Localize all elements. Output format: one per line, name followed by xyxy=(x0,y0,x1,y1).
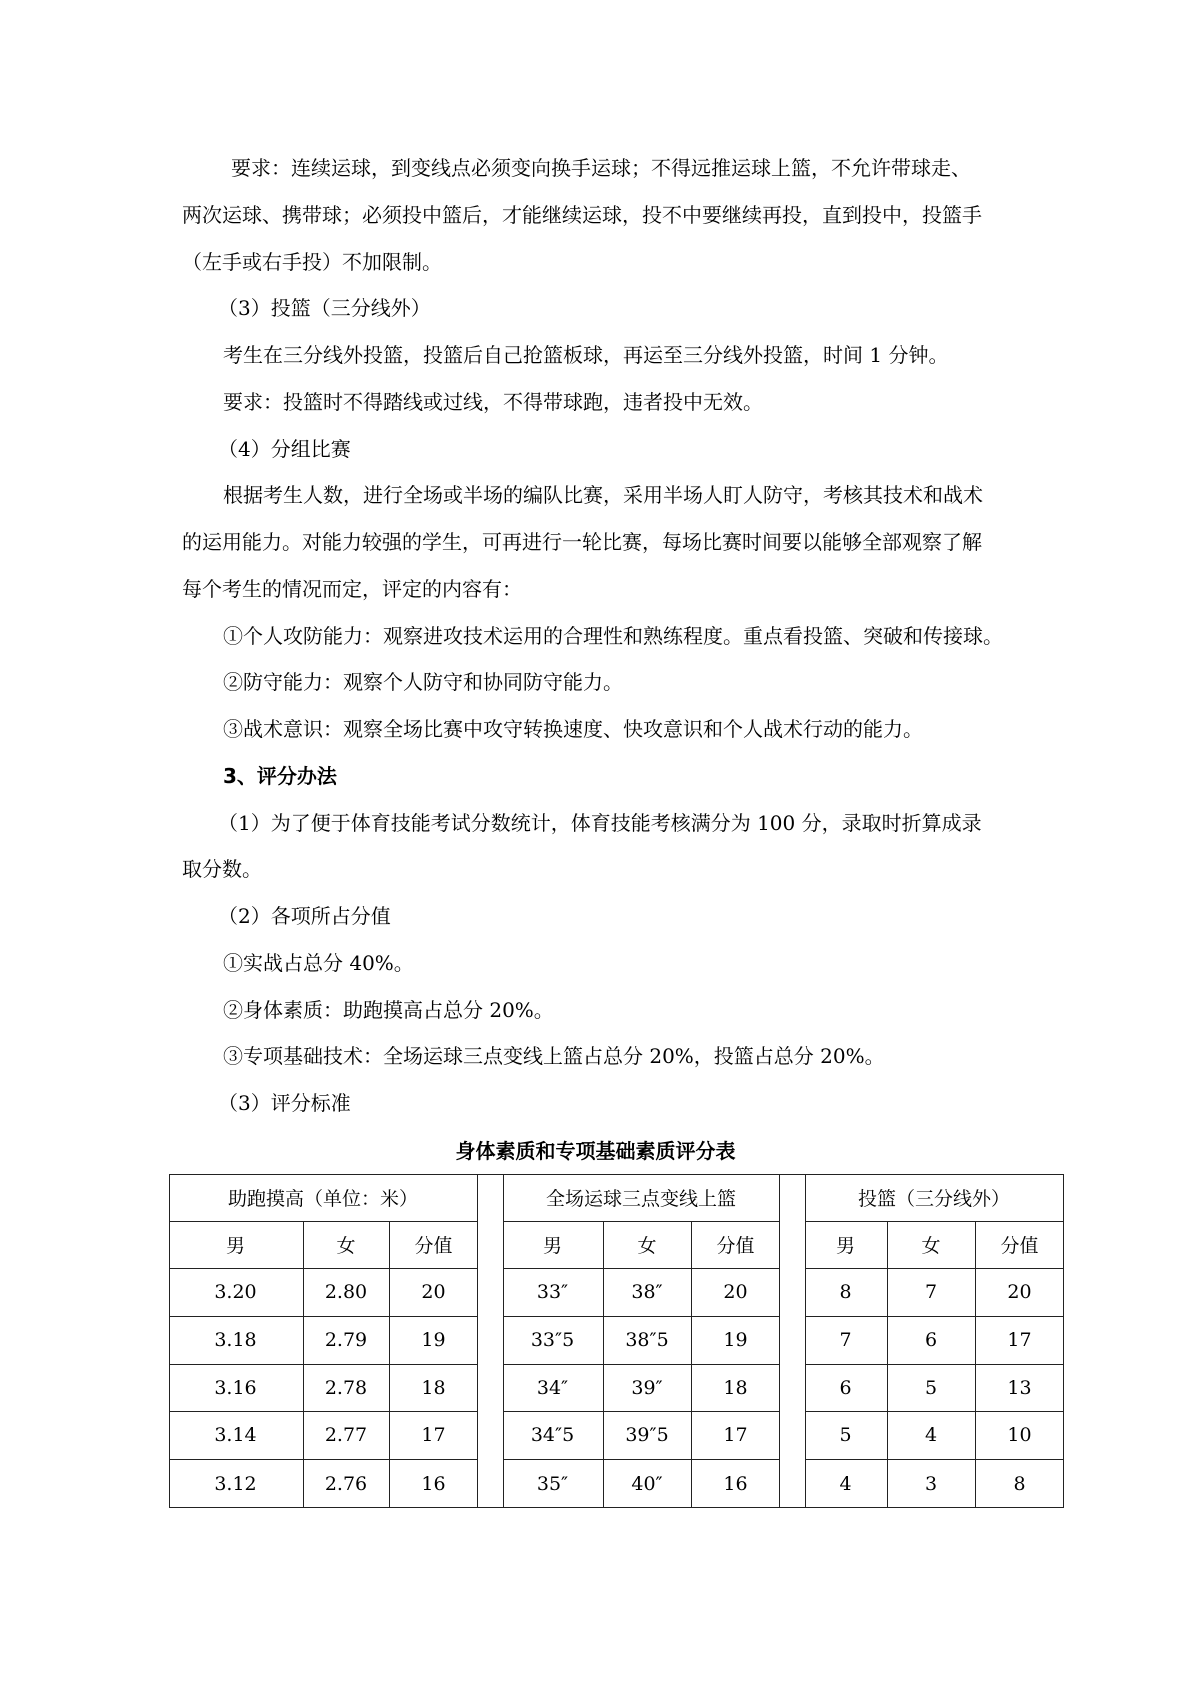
paragraph-line: 根据考生人数，进行全场或半场的编队比赛，采用半场人盯人防守，考核其技术和战术 xyxy=(223,483,983,508)
table-column-header: 女 xyxy=(604,1222,692,1269)
table-cell: 39″ xyxy=(604,1365,692,1412)
paragraph-line: （3）投篮（三分线外） xyxy=(218,296,431,321)
table-cell: 34″ xyxy=(503,1365,604,1412)
paragraph-line: ③专项基础技术：全场运球三点变线上篮占总分 20%，投篮占总分 20%。 xyxy=(223,1044,885,1069)
table-cell: 3.12 xyxy=(169,1460,304,1508)
table-cell: 38″5 xyxy=(604,1317,692,1365)
table-cell: 6 xyxy=(805,1365,888,1412)
table-cell: 34″5 xyxy=(503,1412,604,1460)
table-column-header: 分值 xyxy=(390,1222,478,1269)
paragraph-line: （1）为了便于体育技能考试分数统计，体育技能考核满分为 100 分，录取时折算成录 xyxy=(218,810,982,835)
table-cell: 3.20 xyxy=(169,1269,304,1317)
paragraph-line: （左手或右手投）不加限制。 xyxy=(182,249,442,274)
table-column-header: 男 xyxy=(503,1222,604,1269)
table-group xyxy=(169,1174,478,1508)
table-cell: 3 xyxy=(888,1460,976,1508)
table-cell: 2.79 xyxy=(304,1317,390,1365)
paragraph-line: ②防守能力：观察个人防守和协同防守能力。 xyxy=(223,670,623,695)
table-cell: 3.14 xyxy=(169,1412,304,1460)
paragraph-line: （4）分组比赛 xyxy=(218,436,351,461)
table-cell: 4 xyxy=(805,1460,888,1508)
table-cell: 20 xyxy=(976,1269,1064,1317)
table-column-header: 男 xyxy=(805,1222,888,1269)
table-cell: 17 xyxy=(976,1317,1064,1365)
table-cell: 18 xyxy=(692,1365,780,1412)
paragraph-line: ①实战占总分 40%。 xyxy=(223,950,414,975)
paragraph-line: ③战术意识：观察全场比赛中攻守转换速度、快攻意识和个人战术行动的能力。 xyxy=(223,717,923,741)
table-cell: 39″5 xyxy=(604,1412,692,1460)
table-cell: 6 xyxy=(888,1317,976,1365)
table-column-header: 分值 xyxy=(976,1222,1064,1269)
table-cell: 4 xyxy=(888,1412,976,1460)
table-cell: 20 xyxy=(692,1269,780,1317)
table-cell: 18 xyxy=(390,1365,478,1412)
table-group xyxy=(805,1174,1064,1508)
paragraph-line: 取分数。 xyxy=(182,857,262,882)
table-group-header: 助跑摸高（单位：米） xyxy=(169,1174,478,1222)
table-cell: 17 xyxy=(692,1412,780,1460)
table-column-header: 女 xyxy=(304,1222,390,1269)
table-cell: 2.77 xyxy=(304,1412,390,1460)
paragraph-line: ②身体素质：助跑摸高占总分 20%。 xyxy=(223,997,554,1022)
table-cell: 2.76 xyxy=(304,1460,390,1508)
paragraph-line: 要求：投篮时不得踏线或过线，不得带球跑，违者投中无效。 xyxy=(223,389,763,414)
table-cell: 38″ xyxy=(604,1269,692,1317)
table-title: 身体素质和专项基础素质评分表 xyxy=(455,1139,736,1163)
table-cell: 8 xyxy=(805,1269,888,1317)
table-cell: 13 xyxy=(976,1365,1064,1412)
table-cell: 5 xyxy=(888,1365,976,1412)
table-cell: 8 xyxy=(1013,1472,1026,1495)
table-cell: 2.80 xyxy=(304,1269,390,1317)
table-cell: 7 xyxy=(888,1269,976,1317)
table-group xyxy=(503,1174,780,1508)
table-cell: 16 xyxy=(723,1472,748,1495)
paragraph-line: 考生在三分线外投篮，投篮后自己抢篮板球，再运至三分线外投篮，时间 1 分钟。 xyxy=(223,343,949,367)
table-cell: 2.78 xyxy=(304,1365,390,1412)
table-cell: 20 xyxy=(390,1269,478,1317)
table-cell: 40″ xyxy=(604,1460,692,1508)
table-cell: 10 xyxy=(976,1412,1064,1460)
table-cell: 3.16 xyxy=(169,1365,304,1412)
table-cell: 33″ xyxy=(503,1269,604,1317)
table-column-header: 男 xyxy=(169,1222,304,1269)
paragraph-line: 的运用能力。对能力较强的学生，可再进行一轮比赛，每场比赛时间要以能够全部观察了解 xyxy=(182,530,982,554)
paragraph-line: 要求：连续运球，到变线点必须变向换手运球；不得远推运球上篮，不允许带球走、 xyxy=(231,156,971,180)
table-group-header: 投篮（三分线外） xyxy=(805,1174,1064,1222)
section-heading: 3、评分办法 xyxy=(223,763,337,788)
table-cell: 7 xyxy=(805,1317,888,1365)
paragraph-line: （3）评分标准 xyxy=(218,1091,351,1115)
table-group-header: 全场运球三点变线上篮 xyxy=(503,1174,780,1222)
table-cell: 19 xyxy=(692,1317,780,1365)
table-cell: 3.18 xyxy=(169,1317,304,1365)
table-cell: 16 xyxy=(421,1472,446,1495)
paragraph-line: ①个人攻防能力：观察进攻技术运用的合理性和熟练程度。重点看投篮、突破和传接球。 xyxy=(223,623,1003,648)
table-cell: 33″5 xyxy=(503,1317,604,1365)
paragraph-line: （2）各项所占分值 xyxy=(218,904,391,928)
table-column-gap xyxy=(780,1174,805,1508)
table-cell: 35″ xyxy=(503,1460,604,1508)
table-cell: 17 xyxy=(390,1412,478,1460)
table-column-gap xyxy=(478,1174,503,1508)
table-column-header: 女 xyxy=(888,1222,976,1269)
paragraph-line: 两次运球、携带球；必须投中篮后，才能继续运球，投不中要继续再投，直到投中，投篮手 xyxy=(182,202,982,227)
table-cell: 5 xyxy=(805,1412,888,1460)
paragraph-line: 每个考生的情况而定，评定的内容有： xyxy=(182,576,522,601)
table-column-header: 分值 xyxy=(692,1222,780,1269)
table-cell: 19 xyxy=(390,1317,478,1365)
